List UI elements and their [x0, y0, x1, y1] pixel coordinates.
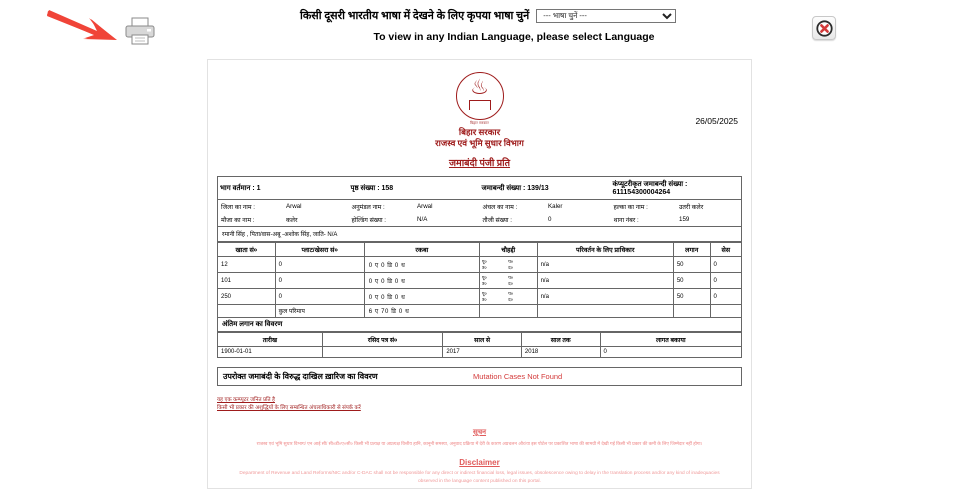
info-mauja-value: कलेर	[286, 217, 298, 224]
info-page-value: 158	[381, 184, 394, 192]
chauhaddi-east: पू०	[481, 274, 487, 280]
cell-to-year: 2018	[521, 347, 600, 358]
disclaimer-body: Department of Revenue and Land Reforms/NIC and/or C-DAC shall not be responsible for any direct or indirect financial loss, legal issues, obsolescence owing to delay in the translation process and/or any kind of inadequacies observed in the language content published on this portal.	[239, 471, 720, 484]
mutation-status-box	[217, 367, 742, 386]
red-arrow-icon	[45, 8, 123, 44]
lagaan-section-title: अंतिम लगान का विवरण	[217, 318, 742, 332]
info-jamabandi-no-value: 139/13	[527, 184, 549, 192]
info-subdivision-value: Arwal	[414, 200, 480, 214]
cell-plot-no: 0	[275, 273, 364, 289]
total-rakba-value: 6 ए 70 डि 0 ध	[364, 305, 479, 318]
notice-body: राजस्व एवं भूमि सुधार विभाग/ एन आई सी/ सी०डी०ए०सी० किसी भी प्रत्यक्ष या अप्रत्यक्ष वित्तीय हानि, कानूनी समस्या, अनुवाद प्रक्रिया में देरी के कारण अप्रचलन और/या इस पोर्टल पर प्रकाशित भाषा की सामग्री में देखी गई किसी भी प्रकार की कमी के लिए जिम्मेदार नहीं होगा।	[256, 441, 703, 446]
emblem-base-shape	[469, 100, 491, 110]
col-lagaan: लगान	[673, 243, 710, 257]
chauhaddi-west: प०	[508, 258, 514, 264]
emblem-tree-glyph: ♨	[470, 76, 489, 99]
bihar-government-emblem-icon	[456, 72, 504, 120]
jamabandi-document-panel	[207, 59, 752, 489]
top-toolbar	[0, 0, 961, 52]
khata-header-row	[218, 243, 742, 257]
document-title: जमाबंदी पंजी प्रति	[448, 159, 511, 169]
language-selector-block	[300, 8, 700, 43]
info-jamabandi-no-cell	[480, 177, 611, 200]
table-row	[218, 273, 742, 289]
info-district-value: Arwal	[283, 200, 349, 214]
jamabandi-info-table	[217, 176, 742, 227]
table-row	[218, 289, 742, 305]
cell-rakba: 0 ए 0 डि 0 ध	[364, 289, 479, 305]
lagaan-details-table	[217, 332, 742, 358]
col-plot-no: प्लाट/खेसरा सं०	[275, 243, 364, 257]
chauhaddi-north: उ०	[481, 264, 487, 270]
language-select-row	[300, 8, 700, 23]
info-circle-label: अंचल का नाम :	[480, 200, 546, 214]
col-rakba: रकबा	[364, 243, 479, 257]
chauhaddi-west: प०	[508, 290, 514, 296]
col-to-year: साल तक	[521, 333, 600, 347]
notice-heading: सूचन	[472, 429, 487, 436]
close-x-icon	[816, 20, 833, 37]
lagaan-table-body	[218, 347, 742, 358]
cell-khata-no: 12	[218, 257, 276, 273]
info-computerized-no-value: 611154300004264	[612, 189, 671, 196]
info-row-2	[218, 213, 742, 227]
total-label: कुल परिमाप	[275, 305, 364, 318]
info-jamabandi-no-label: जमाबन्दी संख्या :	[481, 184, 526, 192]
owner-details-row: रमानी सिंह , पिता/वास-अबू -अशोक सिंह, जाति- N/A	[217, 227, 742, 242]
khata-total-row	[218, 305, 742, 318]
language-select[interactable]	[536, 9, 676, 23]
cell-date: 1900-01-01	[218, 347, 323, 358]
mutation-label: उपरोक्त जमाबंदी के विरुद्ध दाखिल ख़ारिज का विवरण	[223, 372, 378, 381]
col-date: तारीख	[218, 333, 323, 347]
info-row-1	[218, 200, 742, 214]
cell-due: 0	[600, 347, 742, 358]
cell-khata-no: 250	[218, 289, 276, 305]
col-authority: परिवर्तन के लिए प्राधिकार	[537, 243, 673, 257]
cell-chauhaddi	[479, 289, 537, 305]
total-authority-blank	[537, 305, 673, 318]
lagaan-header-row	[218, 333, 742, 347]
cell-plot-no: 0	[275, 257, 364, 273]
cell-rakba: 0 ए 0 डि 0 ध	[364, 257, 479, 273]
col-khata-no: खाता सं०	[218, 243, 276, 257]
cell-lagaan: 50	[673, 257, 710, 273]
info-holding-value: N/A	[417, 216, 428, 223]
printer-icon[interactable]	[123, 16, 157, 46]
khata-details-table	[217, 242, 742, 318]
note-line-1: यह एक कम्प्यूटर जनित प्रति है	[217, 397, 275, 403]
total-chauhaddi-blank	[479, 305, 537, 318]
info-circle-value: Kaler	[545, 200, 611, 214]
cell-lagaan: 50	[673, 289, 710, 305]
language-label-hindi: किसी दूसरी भारतीय भाषा में देखने के लिए कृपया भाषा चुनें	[300, 10, 530, 22]
col-from-year: साल से	[443, 333, 522, 347]
cell-chauhaddi	[479, 273, 537, 289]
document-date: 26/05/2025	[695, 116, 738, 126]
cell-receipt	[322, 347, 443, 358]
cell-authority: n/a	[537, 273, 673, 289]
cell-from-year: 2017	[443, 347, 522, 358]
table-row	[218, 257, 742, 273]
cell-authority: n/a	[537, 289, 673, 305]
info-halka-value: उतरी कलेर	[676, 200, 742, 214]
gov-line-2: राजस्व एवं भूमि सुधार विभाग	[435, 138, 524, 148]
info-top-row	[218, 177, 742, 200]
table-row	[218, 347, 742, 358]
info-tauji-label: तौजी संख्या :	[482, 217, 512, 224]
gov-line-1: बिहार सरकार	[458, 127, 501, 137]
info-bhag-value: 1	[256, 184, 261, 192]
info-mauja-label: मौजा का नाम :	[221, 217, 255, 224]
document-notes	[217, 396, 742, 412]
disclaimer-block	[217, 458, 742, 485]
language-label-english: To view in any Indian Language, please select Language	[373, 31, 655, 43]
chauhaddi-south: द०	[508, 264, 513, 270]
cell-plot-no: 0	[275, 289, 364, 305]
info-holding-label: होल्डिंग संख्या :	[351, 217, 387, 224]
cell-khata-no: 101	[218, 273, 276, 289]
chauhaddi-east: पू०	[481, 290, 487, 296]
info-halka-label: हल्का का नाम :	[611, 200, 677, 214]
chauhaddi-east: पू०	[481, 258, 487, 264]
total-spacer	[218, 305, 276, 318]
col-due: लागत बकाया	[600, 333, 742, 347]
cell-authority: n/a	[537, 257, 673, 273]
info-page-cell	[349, 177, 480, 200]
info-thana-value: 159	[679, 216, 690, 223]
document-header	[217, 66, 742, 169]
khata-table-body	[218, 257, 742, 305]
info-thana-label: थाना नंबर :	[613, 217, 639, 224]
cell-lagaan: 50	[673, 273, 710, 289]
cell-chauhaddi	[479, 257, 537, 273]
cell-cess: 0	[710, 257, 741, 273]
cell-rakba: 0 ए 0 डि 0 ध	[364, 273, 479, 289]
info-tauji-value: 0	[548, 216, 552, 223]
chauhaddi-west: प०	[508, 274, 514, 280]
col-chauhaddi: चौहद्दी	[479, 243, 537, 257]
info-district-label: जिला का नाम :	[218, 200, 284, 214]
note-line-2: किसी भी प्रकार की अशुद्धियों के लिए सम्बन्धित अंचलाधिकारी से संपर्क करें	[217, 405, 361, 411]
close-button[interactable]	[812, 16, 836, 40]
print-control-group	[45, 6, 175, 48]
emblem-caption: बिहार सरकार	[470, 121, 489, 125]
total-cess-blank	[710, 305, 741, 318]
disclaimer-heading: Disclaimer	[459, 458, 500, 467]
total-lagaan-blank	[673, 305, 710, 318]
info-page-label: पृष्ठ संख्या :	[350, 184, 380, 192]
info-computerized-no-cell	[611, 177, 742, 200]
info-subdivision-label: अनुमंडल नाम :	[349, 200, 415, 214]
info-bhag-label: भाग वर्तमान :	[220, 184, 255, 192]
col-cess: सेस	[710, 243, 741, 257]
info-bhag-cell	[218, 177, 349, 200]
notice-block	[217, 428, 742, 447]
chauhaddi-north: उ०	[481, 296, 487, 302]
col-receipt: रसिद पत्र सं०	[322, 333, 443, 347]
chauhaddi-south: द०	[508, 280, 513, 286]
info-computerized-no-label: कंप्यूटरीकृत जमाबन्दी संख्या :	[612, 181, 688, 188]
mutation-status-text: Mutation Cases Not Found	[473, 372, 563, 381]
chauhaddi-south: द०	[508, 296, 513, 302]
cell-cess: 0	[710, 289, 741, 305]
chauhaddi-north: उ०	[481, 280, 487, 286]
cell-cess: 0	[710, 273, 741, 289]
